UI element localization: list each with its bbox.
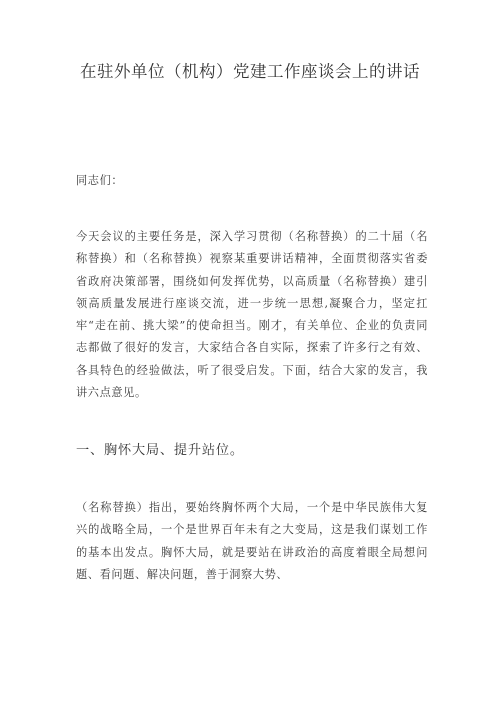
salutation: 同志们：: [76, 174, 124, 187]
document-title: 在驻外单位（机构）党建工作座谈会上的讲话: [80, 62, 420, 81]
paragraph-opening: 今天会议的主要任务是，深入学习贯彻（名称替换）的二十届（名称替换）和（名称替换）视察某重要讲话精神，全面贯彻落实省委省政府决策部署，围绕如何发挥优势，以高质量（名称替换）建引领高质量发展进行座谈交流，进一步统一思想,凝聚合力，坚定扛牢“走在前、挑大梁”的使命担当。刚才，有关单位、企业的负责同志都做了很好的发言，大家结合各自实际，探索了许多行之有效、各具特色的经验做法，听了很受启发。下面，结合大家的发言，我讲六点意见。: [76, 230, 428, 400]
paragraph-section-1: （名称替换）指出，要始终胸怀两个大局，一个是中华民族伟大复兴的战略全局，一个是世界百年未有之大变局，这是我们谋划工作的基本出发点。胸怀大局，就是要站在讲政治的高度着眼全局想问题、看问题、解决问题，善于洞察大势、: [76, 501, 428, 581]
section-heading-1: 一、胸怀大局、提升站位。: [76, 443, 244, 458]
